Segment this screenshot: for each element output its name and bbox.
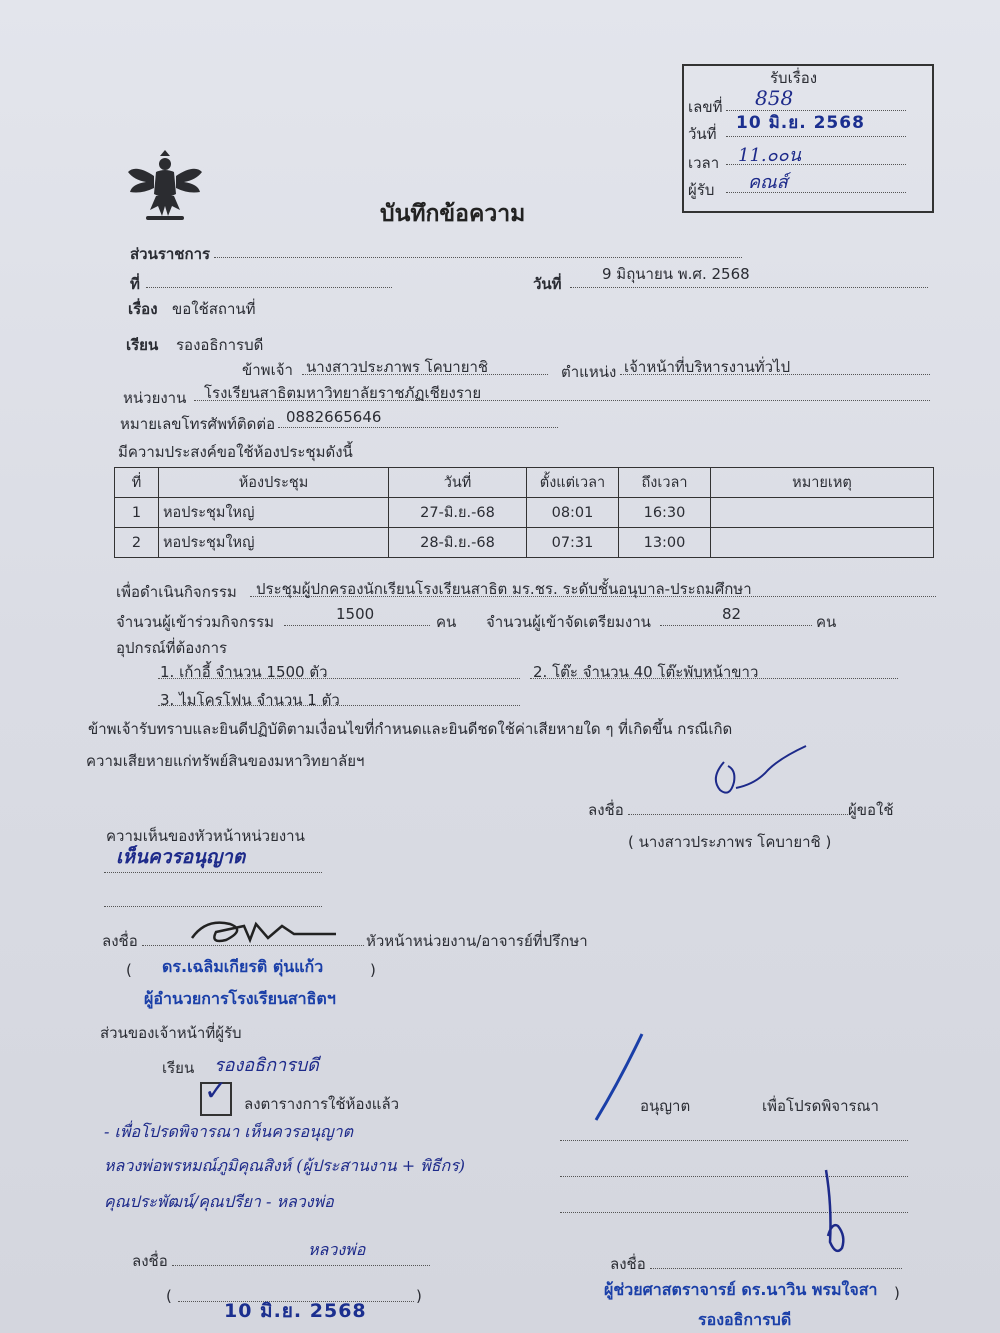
table-cell xyxy=(711,498,934,528)
table-cell: 08:01 xyxy=(527,498,619,528)
unit-value: โรงเรียนสาธิตมหาวิทยาลัยราชภัฏเชียงราย xyxy=(204,384,482,402)
staff-label: จำนวนผู้เข้าจัดเตรียมงาน xyxy=(486,613,651,631)
agreement-line2: ความเสียหายแก่ทรัพย์สินของมหาวิทยาลัยฯ xyxy=(86,752,365,770)
table-header-row xyxy=(115,468,934,498)
to-value: รองอธิการบดี xyxy=(176,336,264,354)
staff-unit: คน xyxy=(816,613,837,631)
approver-sign-label: ลงชื่อ xyxy=(610,1255,646,1273)
receiver-section-label: ส่วนของเจ้าหน้าที่ผู้รับ xyxy=(100,1024,242,1042)
table-cell: หอประชุมใหญ่ xyxy=(159,498,389,528)
room-booking-table xyxy=(114,467,934,558)
equipment-label: อุปกรณ์ที่ต้องการ xyxy=(116,639,228,657)
head-sign-label: ลงชื่อ xyxy=(102,932,138,950)
applicant-i-label: ข้าพเจ้า xyxy=(242,361,293,379)
phone-label: หมายเลขโทรศัพท์ติดต่อ xyxy=(120,415,276,433)
col-header: ถึงเวลา xyxy=(619,468,711,498)
receipt-date-stamp: 10 มิ.ย. 2568 xyxy=(736,113,865,133)
table-row xyxy=(115,498,934,528)
participants-label: จำนวนผู้เข้าร่วมกิจกรรม xyxy=(116,613,275,631)
position-value: เจ้าหน้าที่บริหารงานทั่วไป xyxy=(624,358,791,376)
activity-label: เพื่อดำเนินกิจกรรม xyxy=(116,583,237,601)
head-opinion-label: ความเห็นของหัวหน้าหน่วยงาน xyxy=(106,827,305,845)
col-header: ห้องประชุม xyxy=(159,468,389,498)
head-title-stamp: ผู้อำนวยการโรงเรียนสาธิตฯ xyxy=(144,989,336,1008)
applicant-signature-icon xyxy=(706,744,816,814)
approver-close-paren: ) xyxy=(894,1284,900,1302)
subject-value: ขอใช้สถานที่ xyxy=(172,300,256,318)
approve-label: อนุญาต xyxy=(640,1097,691,1115)
receiver-to-handwritten: รองอธิการบดี xyxy=(214,1055,319,1076)
equipment-item: 3. ไมโครโฟน จำนวน 1 ตัว xyxy=(160,691,340,709)
date-label: วันที่ xyxy=(533,275,562,293)
head-open-paren: ( xyxy=(126,961,132,979)
consider-label: เพื่อโปรดพิจารณา xyxy=(762,1097,879,1115)
applicant-sign-name: ( นางสาวประภาพร โคบายาชิ ) xyxy=(628,833,832,851)
applicant-sign-role: ผู้ขอใช้ xyxy=(848,801,894,819)
receiver-close-paren: ) xyxy=(416,1287,422,1305)
col-header: ที่ xyxy=(115,468,159,498)
col-header: วันที่ xyxy=(389,468,527,498)
head-sign-role: หัวหน้าหน่วยงาน/อาจารย์ที่ปรึกษา xyxy=(366,932,588,950)
receipt-date-label: วันที่ xyxy=(688,125,717,143)
staff-value: 82 xyxy=(722,605,742,623)
col-header: ตั้งแต่เวลา xyxy=(527,468,619,498)
table-cell: 13:00 xyxy=(619,528,711,558)
receiver-sign-label: ลงชื่อ xyxy=(132,1252,168,1270)
table-row xyxy=(115,528,934,558)
garuda-emblem-icon xyxy=(126,150,204,224)
table-cell: 16:30 xyxy=(619,498,711,528)
receipt-title: รับเรื่อง xyxy=(770,69,818,87)
to-label: เรียน xyxy=(126,336,159,354)
approver-name-stamp: ผู้ช่วยศาสตราจารย์ ดร.นาวิน พรมใจสา xyxy=(604,1280,878,1299)
receipt-no-value: 858 xyxy=(755,86,794,110)
applicant-sign-label: ลงชื่อ xyxy=(588,801,624,819)
table-cell: 28-มิ.ย.-68 xyxy=(389,528,527,558)
equipment-item: 1. เก้าอี้ จำนวน 1500 ตัว xyxy=(160,663,328,681)
subject-label: เรื่อง xyxy=(128,300,158,318)
receiver-date-stamp: 10 มิ.ย. 2568 xyxy=(224,1300,367,1322)
phone-value: 0882665646 xyxy=(286,408,382,426)
head-name-stamp: ดร.เฉลิมเกียรติ ตุ่นแก้ว xyxy=(162,957,324,976)
approver-signature-icon xyxy=(810,1166,860,1262)
unit-label: หน่วยงาน xyxy=(123,389,187,407)
receipt-no-label: เลขที่ xyxy=(688,98,723,116)
receiver-open-paren: ( xyxy=(166,1287,172,1305)
no-label: ที่ xyxy=(130,275,140,293)
scheduled-checkbox-label: ลงตารางการใช้ห้องแล้ว xyxy=(244,1095,400,1113)
equipment-item: 2. โต๊ะ จำนวน 40 โต๊ะพับหน้าขาว xyxy=(533,663,759,681)
table-cell: หอประชุมใหญ่ xyxy=(159,528,389,558)
receiver-note: หลวงพ่อพรหมณ์ภูมิคุณสิงห์ (ผู้ประสานงาน + พิธีกร) xyxy=(104,1156,466,1175)
head-signature-icon xyxy=(186,912,346,948)
table-cell xyxy=(711,528,934,558)
receiver-to-label: เรียน xyxy=(162,1059,195,1077)
agreement-line1: ข้าพเจ้ารับทราบและยินดีปฏิบัติตามเงื่อนไขที่กำหนดและยินดีชดใช้ค่าเสียหายใด ๆ ที่เกิดขึ้น กรณีเกิด xyxy=(88,720,733,738)
dept-label: ส่วนราชการ xyxy=(130,245,211,263)
receipt-receiver-signature: คณส์ xyxy=(748,172,788,193)
receipt-receiver-label: ผู้รับ xyxy=(688,181,715,199)
receiver-note: - เพื่อโปรดพิจารณา เห็นควรอนุญาต xyxy=(104,1122,354,1141)
participants-value: 1500 xyxy=(336,605,375,623)
activity-value: ประชุมผู้ปกครองนักเรียนโรงเรียนสาธิต มร.ชร. ระดับชั้นอนุบาล-ประถมศึกษา xyxy=(256,580,752,598)
head-close-paren: ) xyxy=(370,961,376,979)
applicant-name: นางสาวประภาพร โคบายาชิ xyxy=(306,358,489,376)
checkmark-icon: ✓ xyxy=(204,1074,228,1107)
approver-title-stamp: รองอธิการบดี xyxy=(698,1310,792,1329)
receiver-note: คุณประพัฒน์/คุณปรียา - หลวงพ่อ xyxy=(104,1192,334,1211)
table-cell: 07:31 xyxy=(527,528,619,558)
doc-title: บันทึกข้อความ xyxy=(380,201,526,227)
table-cell: 2 xyxy=(115,528,159,558)
receipt-time-value: 11.๐๐น xyxy=(738,145,801,166)
receipt-time-label: เวลา xyxy=(688,154,720,172)
position-label: ตำแหน่ง xyxy=(561,363,617,381)
table-cell: 1 xyxy=(115,498,159,528)
receiver-signature: หลวงพ่อ xyxy=(308,1240,366,1259)
head-opinion-handwritten: เห็นควรอนุญาต xyxy=(116,846,246,868)
date-value: 9 มิถุนายน พ.ศ. 2568 xyxy=(602,265,750,283)
participants-unit: คน xyxy=(436,613,457,631)
table-cell: 27-มิ.ย.-68 xyxy=(389,498,527,528)
purpose-intro: มีความประสงค์ขอใช้ห้องประชุมดังนี้ xyxy=(118,443,353,461)
col-header: หมายเหตุ xyxy=(711,468,934,498)
